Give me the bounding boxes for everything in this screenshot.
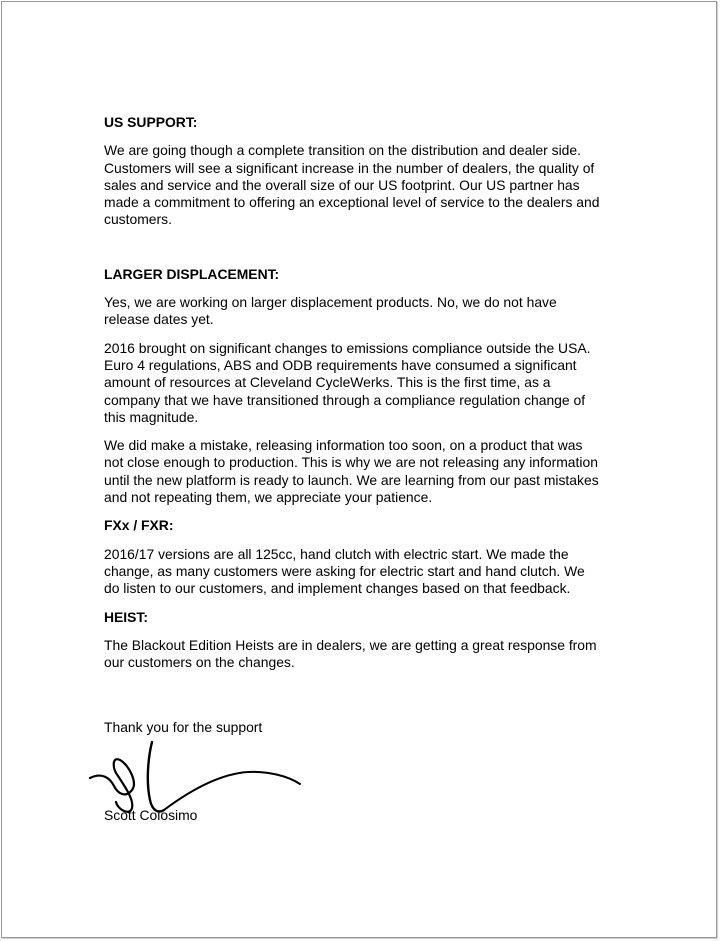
section-heading: FXx / FXR: — [104, 517, 174, 534]
paragraph: We are going though a complete transition on the distribution and dealer side. Customers will see a significant increase in the number of dealers, the quality of sales and service and the overall size of our US footprint. Our US partner has made a commitment to offering an exceptional level of service to the dealers and customers. — [104, 142, 600, 228]
section-heading: US SUPPORT: — [104, 114, 198, 130]
paragraph: 2016 brought on significant changes to emissions compliance outside the USA. Euro 4 regulations, ABS and ODB requirements have consumed a significant amount of resources at Cleveland CycleWerks. This is the first time, as a company that we have transitioned through a compliance regulation change of this magnitude. — [104, 339, 591, 425]
section-heading: HEIST: — [104, 608, 148, 625]
section-us-support — [104, 114, 624, 229]
spacer — [104, 240, 624, 266]
section-larger-displacement — [104, 266, 624, 507]
paragraph: Yes, we are working on larger displacement products. No, we do not have release dates yet. — [104, 294, 557, 328]
letter-body — [104, 114, 624, 682]
signer-name: Scott Colosimo — [104, 807, 198, 823]
section-heading: LARGER DISPLACEMENT: — [104, 265, 280, 282]
paragraph: The Blackout Edition Heists are in dealers, we are getting a great response from our customers on the changes. — [104, 636, 597, 671]
closing-line: Thank you for the support — [104, 719, 263, 735]
paragraph: 2016/17 versions are all 125cc, hand clutch with electric start. We made the change, as many customers were asking for electric start and hand clutch. We do listen to our customers, and implement changes based on that feedback. — [104, 545, 585, 597]
section-fxx-fxr — [104, 517, 624, 597]
section-heist — [104, 609, 624, 672]
paragraph: We did make a mistake, releasing information too soon, on a product that was not close enough to production. This is why we are not releasing any information until the new platform is ready to launch. We are learning from our past mistakes and not repeating them, we appreciate your patience. — [104, 437, 599, 506]
